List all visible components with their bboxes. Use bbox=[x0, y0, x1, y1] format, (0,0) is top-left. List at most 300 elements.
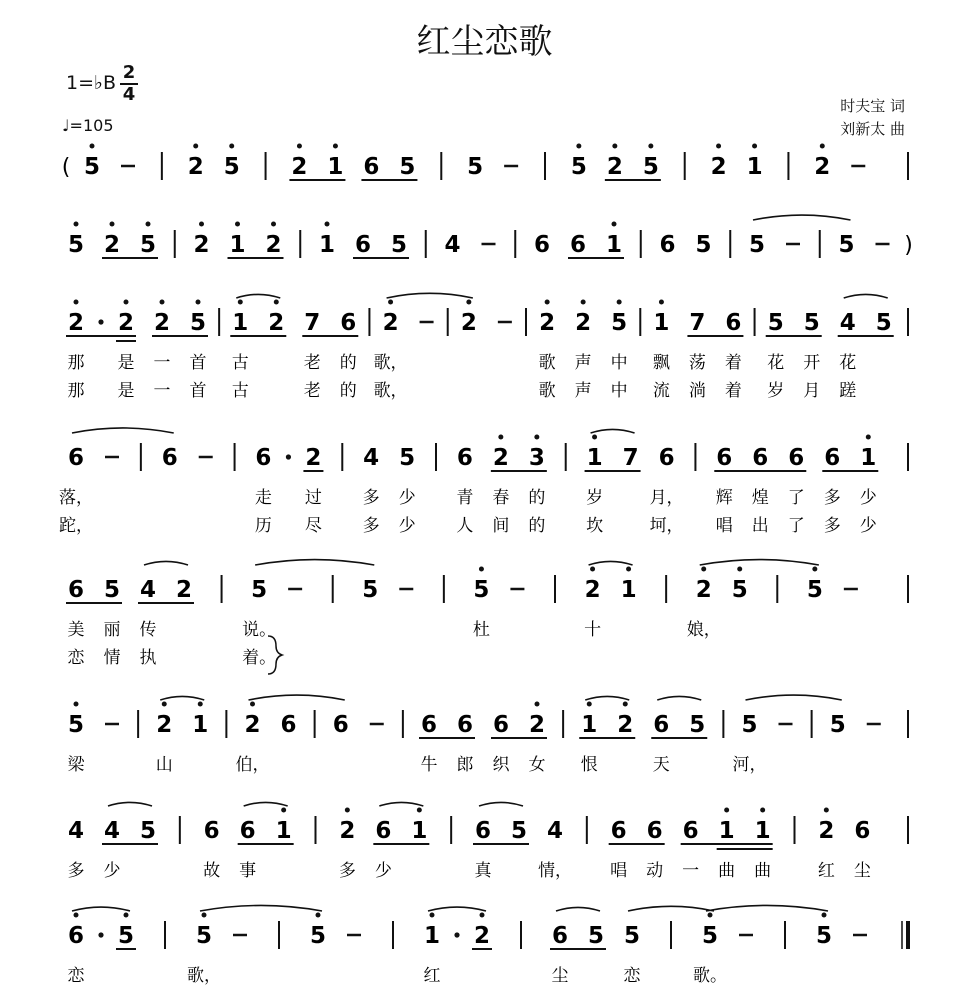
sys3-note: 1 bbox=[860, 445, 877, 471]
sys1-octave-dot bbox=[199, 222, 204, 227]
sys3-lyric: 多 bbox=[823, 516, 841, 536]
sys7-octave-dot bbox=[708, 913, 713, 918]
sys3-note: 1 bbox=[586, 445, 603, 471]
sys5-note: 6 bbox=[332, 712, 349, 738]
sys2-lyric: 中 bbox=[610, 353, 628, 373]
sys0-note: 5 bbox=[467, 154, 484, 180]
sys2-octave-dot bbox=[388, 300, 393, 305]
sys2-note: 2 bbox=[268, 310, 285, 336]
sys7-lyric: 尘 bbox=[551, 966, 569, 986]
sys7-octave-dot bbox=[480, 913, 485, 918]
sys6-tie-arc bbox=[479, 802, 523, 806]
sys0-octave-dot bbox=[333, 144, 338, 149]
sys3-lyric: 的 bbox=[528, 516, 546, 536]
sys2-lyric: 首 bbox=[189, 353, 207, 373]
sys4-note: 2 bbox=[175, 577, 193, 603]
sys4-note: 2 bbox=[695, 577, 712, 603]
sys2-lyric: 首 bbox=[189, 381, 207, 401]
sys0-note: 5 bbox=[399, 154, 416, 180]
sys0-note: 2 bbox=[187, 154, 204, 180]
sys3-note: 6 bbox=[824, 445, 841, 471]
sys7-note: 5 bbox=[309, 923, 327, 949]
sys3-octave-dot bbox=[866, 435, 871, 440]
sys3-note: 6 bbox=[67, 445, 85, 471]
sys2-octave-dot bbox=[196, 300, 201, 305]
sys7-tie-arc bbox=[706, 905, 828, 911]
sys2-octave-dot bbox=[124, 300, 129, 305]
time-signature-top: 2 bbox=[122, 62, 136, 83]
sys1-octave-dot bbox=[235, 222, 240, 227]
sys5-note: 2 bbox=[617, 712, 634, 738]
sys6-lyric: 情， bbox=[538, 861, 572, 881]
sys3-lyric: 坎 bbox=[586, 516, 604, 536]
sys2-note: 7 bbox=[304, 310, 321, 336]
sys7-octave-dot bbox=[430, 913, 435, 918]
sys6-lyric: 曲 bbox=[754, 861, 772, 881]
sys6-note: 6 bbox=[646, 818, 663, 844]
sys3-note: 6 bbox=[752, 445, 769, 471]
sys3-lyric: 过 bbox=[304, 488, 322, 508]
sys1-note: 5 bbox=[748, 232, 766, 258]
sys2-note: 5 bbox=[875, 310, 892, 336]
sys1-octave-dot bbox=[110, 222, 115, 227]
sys2-lyric: 荡 bbox=[688, 353, 706, 373]
sys0-note: 2 bbox=[606, 154, 623, 180]
sys1-note: 5 bbox=[838, 232, 855, 258]
sys0-note: 1 bbox=[746, 154, 763, 180]
sys6-lyric: 尘 bbox=[853, 861, 871, 881]
sys2-lyric: 的 bbox=[339, 381, 357, 401]
sys5-note: 6 bbox=[456, 712, 474, 738]
sys2-lyric: 的 bbox=[339, 353, 357, 373]
sys7-note: 5 bbox=[117, 923, 135, 949]
sys3-tie-arc bbox=[72, 428, 174, 433]
sys4-octave-dot bbox=[590, 567, 595, 572]
sys6-note: 5 bbox=[510, 818, 528, 844]
sys0-note: 5 bbox=[642, 154, 659, 180]
sys6-note: 1 bbox=[275, 818, 292, 844]
sys2-lyric: 岁 bbox=[767, 381, 785, 401]
sys6-lyric: 故 bbox=[203, 861, 221, 881]
sys5-note: 5 bbox=[689, 712, 706, 738]
sys2-octave-dot bbox=[274, 300, 279, 305]
sys3-note: 6 bbox=[658, 445, 675, 471]
sys6-note: 6 bbox=[375, 818, 392, 844]
sys2-note: 5 bbox=[803, 310, 820, 336]
sys5-lyric: 郎 bbox=[456, 755, 474, 775]
sys5-tie-arc bbox=[585, 696, 629, 700]
sys6-octave-dot bbox=[824, 808, 829, 813]
sys1-note: 1 bbox=[229, 232, 246, 258]
sys6-note: 6 bbox=[610, 818, 627, 844]
sys2-note: 2 bbox=[117, 310, 135, 336]
sys0-octave-dot bbox=[612, 144, 617, 149]
sys6-lyric: 曲 bbox=[718, 861, 736, 881]
sys7-note: 2 bbox=[473, 923, 491, 949]
sys6-lyric: 动 bbox=[646, 861, 664, 881]
sys2-lyric: 开 bbox=[803, 353, 821, 373]
sys2-octave-dot bbox=[466, 300, 471, 305]
sys0-octave-dot bbox=[752, 144, 757, 149]
sys2-note: 2 bbox=[153, 310, 171, 336]
sys3-lyric: 间 bbox=[492, 516, 510, 536]
sys3-note: 6 bbox=[161, 445, 178, 471]
sys3-lyric: 跎， bbox=[59, 516, 93, 536]
sys1-note: 4 bbox=[444, 232, 461, 258]
sys3-lyric: 落， bbox=[59, 488, 93, 508]
sys5-tie-arc bbox=[746, 695, 842, 700]
sys7-octave-dot bbox=[316, 913, 321, 918]
sys5-octave-dot bbox=[74, 702, 79, 707]
sys7-augmentation-dot bbox=[98, 932, 103, 937]
sys1-note: 6 bbox=[659, 232, 676, 258]
sys4-lyric: 着。 bbox=[242, 648, 277, 668]
sys3-note: 6 bbox=[255, 445, 272, 471]
sys5-note: 5 bbox=[829, 712, 846, 738]
sys3-note: 6 bbox=[456, 445, 473, 471]
sys3-octave-dot bbox=[534, 435, 539, 440]
sys2-lyric: 蹉 bbox=[839, 381, 857, 401]
sys5-octave-dot bbox=[162, 702, 167, 707]
sys6-octave-dot bbox=[760, 808, 765, 813]
sys6-note: 2 bbox=[818, 818, 835, 844]
sys6-lyric: 红 bbox=[817, 861, 835, 881]
sys5-note: 1 bbox=[581, 712, 598, 738]
sys6-octave-dot bbox=[345, 808, 350, 813]
sys1-note: 6 bbox=[569, 232, 587, 258]
sys6-note: 1 bbox=[754, 818, 771, 844]
sys2-lyric: 一 bbox=[153, 381, 171, 401]
sys1-note: 2 bbox=[193, 232, 210, 258]
sys4-lyric: 说。 bbox=[242, 620, 277, 640]
sys2-octave-dot bbox=[659, 300, 664, 305]
sys5-tie-arc bbox=[249, 695, 345, 700]
sys5-lyric: 恨 bbox=[580, 755, 598, 775]
sys3-lyric: 多 bbox=[362, 488, 380, 508]
sys5-lyric: 山 bbox=[155, 755, 173, 775]
sys7-tie-arc bbox=[628, 906, 714, 911]
sys3-lyric: 岁 bbox=[586, 488, 604, 508]
lyricist-credit: 时夫宝 词 bbox=[840, 97, 905, 115]
sys0-octave-dot bbox=[820, 144, 825, 149]
tempo-marking: ♩=105 bbox=[62, 116, 114, 135]
sys2-lyric: 花 bbox=[767, 353, 785, 373]
sys2-lyric: 歌， bbox=[373, 381, 408, 401]
sys0-note: 2 bbox=[291, 154, 308, 180]
sys4-note: 5 bbox=[251, 577, 268, 603]
sys3-lyric: 走 bbox=[254, 488, 272, 508]
sys3-note: 7 bbox=[622, 445, 639, 471]
sys5-tie-arc bbox=[160, 696, 204, 700]
sys3-lyric: 少 bbox=[859, 488, 877, 508]
sys2-tie-arc bbox=[387, 293, 473, 298]
sys5-octave-dot bbox=[587, 702, 592, 707]
sys6-note: 6 bbox=[203, 818, 220, 844]
sys1-octave-dot bbox=[271, 222, 276, 227]
sys4-tie-arc bbox=[700, 560, 819, 565]
sys7-octave-dot bbox=[74, 913, 79, 918]
sys2-lyric: 古 bbox=[231, 353, 249, 373]
sys7-note: 5 bbox=[623, 923, 641, 949]
sys4-lyric: 恋 bbox=[67, 648, 85, 668]
sys5-note: 6 bbox=[492, 712, 510, 738]
sys4-lyric: 美 bbox=[67, 620, 85, 640]
sys5-note: 2 bbox=[156, 712, 173, 738]
sys4-note: 5 bbox=[731, 577, 748, 603]
sys2-lyric: 着 bbox=[724, 381, 742, 401]
sys2-lyric: 声 bbox=[574, 381, 592, 401]
sys5-note: 5 bbox=[741, 712, 758, 738]
sys2-note: 4 bbox=[839, 310, 856, 336]
sys5-lyric: 女 bbox=[528, 755, 546, 775]
sys6-lyric: 多 bbox=[338, 861, 356, 881]
sys3-lyric: 少 bbox=[859, 516, 877, 536]
sys3-lyric: 辉 bbox=[715, 488, 733, 508]
sys3-augmentation-dot bbox=[286, 454, 291, 459]
sys6-lyric: 一 bbox=[682, 861, 700, 881]
sys7-note: 1 bbox=[423, 923, 441, 949]
sys7-octave-dot bbox=[124, 913, 129, 918]
sys5-lyric: 织 bbox=[492, 755, 510, 775]
sys0-octave-dot bbox=[193, 144, 198, 149]
sys2-octave-dot bbox=[581, 300, 586, 305]
sys2-note: 7 bbox=[689, 310, 706, 336]
sys2-lyric: 老 bbox=[303, 353, 321, 373]
sys1-octave-dot bbox=[146, 222, 151, 227]
sys2-lyric: 歌， bbox=[373, 353, 408, 373]
sys7-note: 6 bbox=[67, 923, 85, 949]
sys5-octave-dot bbox=[535, 702, 540, 707]
sys1-note: 5 bbox=[139, 232, 157, 258]
sys4-lyric: 传 bbox=[139, 620, 157, 640]
sys6-note: 4 bbox=[67, 818, 85, 844]
sys4-note: 2 bbox=[584, 577, 601, 603]
sys0-note: 2 bbox=[710, 154, 727, 180]
sys7-tie-arc bbox=[200, 905, 322, 911]
sys6-note: 6 bbox=[239, 818, 256, 844]
sys3-note: 2 bbox=[492, 445, 509, 471]
sys5-note: 6 bbox=[420, 712, 438, 738]
sys2-lyric: 古 bbox=[231, 381, 249, 401]
sys3-note: 2 bbox=[305, 445, 322, 471]
sys3-note: 5 bbox=[399, 445, 416, 471]
sys5-note: 2 bbox=[244, 712, 261, 738]
sys4-lyric: 娘， bbox=[686, 620, 721, 640]
sys2-augmentation-dot bbox=[98, 319, 103, 324]
sys5-lyric: 伯， bbox=[235, 755, 270, 775]
sys2-lyric: 歌 bbox=[538, 353, 556, 373]
sys5-tie-arc bbox=[657, 696, 701, 700]
sys4-lyric: 杜 bbox=[472, 620, 490, 640]
key-signature: 1=♭B bbox=[66, 72, 117, 94]
sys4-tie-arc bbox=[144, 561, 188, 565]
sys2-note: 1 bbox=[653, 310, 670, 336]
sys5-lyric: 天 bbox=[652, 755, 670, 775]
sys6-lyric: 唱 bbox=[610, 861, 628, 881]
sys1-note: 5 bbox=[695, 232, 712, 258]
sys6-tie-arc bbox=[108, 802, 152, 806]
sys6-lyric: 少 bbox=[103, 861, 121, 881]
sys3-note: 6 bbox=[716, 445, 733, 471]
sys6-note: 6 bbox=[854, 818, 871, 844]
sys1-note: 6 bbox=[533, 232, 551, 258]
sys7-note: 5 bbox=[701, 923, 719, 949]
sys6-lyric: 少 bbox=[374, 861, 392, 881]
sys7-note: 6 bbox=[551, 923, 569, 949]
sys0-bracket: ( bbox=[61, 155, 71, 180]
sys2-note: 2 bbox=[382, 310, 399, 336]
sys2-octave-dot bbox=[160, 300, 165, 305]
sys2-lyric: 那 bbox=[67, 353, 85, 373]
sys2-note: 5 bbox=[189, 310, 207, 336]
sys4-lyric: 执 bbox=[139, 648, 157, 668]
sys6-lyric: 真 bbox=[474, 861, 492, 881]
sys6-lyric: 多 bbox=[67, 861, 85, 881]
sys2-lyric: 流 bbox=[652, 381, 670, 401]
sys4-note: 4 bbox=[139, 577, 157, 603]
sys7-lyric: 歌， bbox=[187, 966, 221, 986]
sys6-lyric: 事 bbox=[239, 861, 257, 881]
sys1-note: 1 bbox=[318, 232, 336, 258]
sys3-lyric: 了 bbox=[787, 516, 805, 536]
sys6-note: 5 bbox=[139, 818, 157, 844]
sys2-lyric: 一 bbox=[153, 353, 171, 373]
sys0-note: 2 bbox=[814, 154, 831, 180]
sys1-octave-dot bbox=[74, 222, 79, 227]
sys3-note: 4 bbox=[363, 445, 380, 471]
sys2-note: 2 bbox=[575, 310, 592, 336]
sys7-tie-arc bbox=[72, 907, 130, 911]
sys3-lyric: 煌 bbox=[751, 488, 769, 508]
sys3-lyric: 青 bbox=[456, 488, 474, 508]
sys5-note: 1 bbox=[192, 712, 209, 738]
sys5-note: 5 bbox=[67, 712, 85, 738]
sys4-octave-dot bbox=[626, 567, 631, 572]
sys2-lyric: 声 bbox=[574, 353, 592, 373]
sys3-lyric: 出 bbox=[751, 516, 769, 536]
sys0-note: 5 bbox=[223, 154, 240, 180]
sys2-note: 2 bbox=[460, 310, 477, 336]
sys4-tie-arc bbox=[589, 561, 633, 565]
sys5-octave-dot bbox=[198, 702, 203, 707]
sys3-note: 3 bbox=[528, 445, 545, 471]
sys3-lyric: 多 bbox=[823, 488, 841, 508]
sys3-lyric: 了 bbox=[787, 488, 805, 508]
sys4-octave-dot bbox=[479, 567, 484, 572]
sys5-lyric: 河， bbox=[732, 755, 767, 775]
composer-credit: 刘新太 曲 bbox=[840, 120, 905, 138]
sys6-octave-dot bbox=[281, 808, 286, 813]
sys0-note: 5 bbox=[83, 154, 101, 180]
sys1-octave-dot bbox=[325, 222, 330, 227]
sys5-lyric: 梁 bbox=[67, 755, 85, 775]
sys3-lyric: 少 bbox=[398, 516, 416, 536]
sys5-lyric: 牛 bbox=[420, 755, 438, 775]
sys6-note: 6 bbox=[682, 818, 699, 844]
sys2-lyric: 着 bbox=[724, 353, 742, 373]
sys2-lyric: 是 bbox=[117, 353, 135, 373]
sys3-octave-dot bbox=[592, 435, 597, 440]
sys2-octave-dot bbox=[617, 300, 622, 305]
sys6-note: 1 bbox=[411, 818, 428, 844]
sys6-octave-dot bbox=[724, 808, 729, 813]
sys2-lyric: 淌 bbox=[688, 381, 706, 401]
sys2-octave-dot bbox=[545, 300, 550, 305]
sys2-lyric: 老 bbox=[303, 381, 321, 401]
sys5-note: 2 bbox=[528, 712, 546, 738]
sys2-lyric: 中 bbox=[610, 381, 628, 401]
sys6-note: 4 bbox=[103, 818, 121, 844]
sys7-octave-dot bbox=[822, 913, 827, 918]
sys6-note: 4 bbox=[546, 818, 564, 844]
sys6-note: 1 bbox=[718, 818, 735, 844]
sys7-augmentation-dot bbox=[454, 932, 459, 937]
sys1-note: 5 bbox=[67, 232, 85, 258]
sys2-octave-dot bbox=[74, 300, 79, 305]
sys2-tie-arc bbox=[236, 294, 280, 298]
sys5-octave-dot bbox=[250, 702, 255, 707]
sys2-lyric: 飘 bbox=[652, 353, 670, 373]
sys4-octave-dot bbox=[812, 567, 817, 572]
sys3-lyric: 春 bbox=[492, 488, 510, 508]
sys7-lyric: 歌。 bbox=[693, 966, 727, 986]
sys5-note: 6 bbox=[653, 712, 670, 738]
sys0-note: 5 bbox=[570, 154, 587, 180]
sys4-tie-arc bbox=[255, 560, 374, 565]
sys3-lyric: 少 bbox=[398, 488, 416, 508]
sys1-note: 2 bbox=[265, 232, 282, 258]
sys3-octave-dot bbox=[498, 435, 503, 440]
sys0-octave-dot bbox=[716, 144, 721, 149]
sys3-lyric: 坷， bbox=[649, 516, 684, 536]
sys3-lyric: 尽 bbox=[304, 516, 322, 536]
time-signature-bottom: 4 bbox=[122, 84, 136, 105]
sys3-lyric: 历 bbox=[254, 516, 272, 536]
sys7-note: 5 bbox=[815, 923, 833, 949]
sys1-note: 1 bbox=[605, 232, 623, 258]
sys2-lyric: 花 bbox=[839, 353, 857, 373]
sys3-lyric: 人 bbox=[456, 516, 474, 536]
sys1-note: 5 bbox=[390, 232, 408, 258]
sys4-note: 5 bbox=[806, 577, 823, 603]
sys0-note: 6 bbox=[363, 154, 380, 180]
sys3-note: 6 bbox=[788, 445, 805, 471]
sys4-octave-dot bbox=[701, 567, 706, 572]
sys3-lyric: 的 bbox=[528, 488, 546, 508]
sys1-note: 6 bbox=[354, 232, 372, 258]
sys1-bracket: ) bbox=[904, 233, 913, 258]
sys1-note: 2 bbox=[103, 232, 121, 258]
sys2-note: 2 bbox=[67, 310, 85, 336]
sys4-note: 6 bbox=[67, 577, 85, 603]
title: 红尘恋歌 bbox=[416, 22, 553, 62]
sys4-octave-dot bbox=[737, 567, 742, 572]
sys2-lyric: 那 bbox=[67, 381, 85, 401]
sys2-lyric: 月 bbox=[803, 381, 821, 401]
sys6-tie-arc bbox=[379, 802, 423, 806]
sys4-note: 1 bbox=[620, 577, 637, 603]
sys5-note: 6 bbox=[280, 712, 297, 738]
sys5-octave-dot bbox=[623, 702, 628, 707]
sys0-octave-dot bbox=[576, 144, 581, 149]
sys1-octave-dot bbox=[612, 222, 617, 227]
sys4-lyric: 丽 bbox=[103, 620, 121, 640]
sys7-octave-dot bbox=[202, 913, 207, 918]
sys0-octave-dot bbox=[229, 144, 234, 149]
sys2-note: 2 bbox=[539, 310, 556, 336]
sys4-note: 5 bbox=[362, 577, 379, 603]
sys2-note: 6 bbox=[340, 310, 357, 336]
